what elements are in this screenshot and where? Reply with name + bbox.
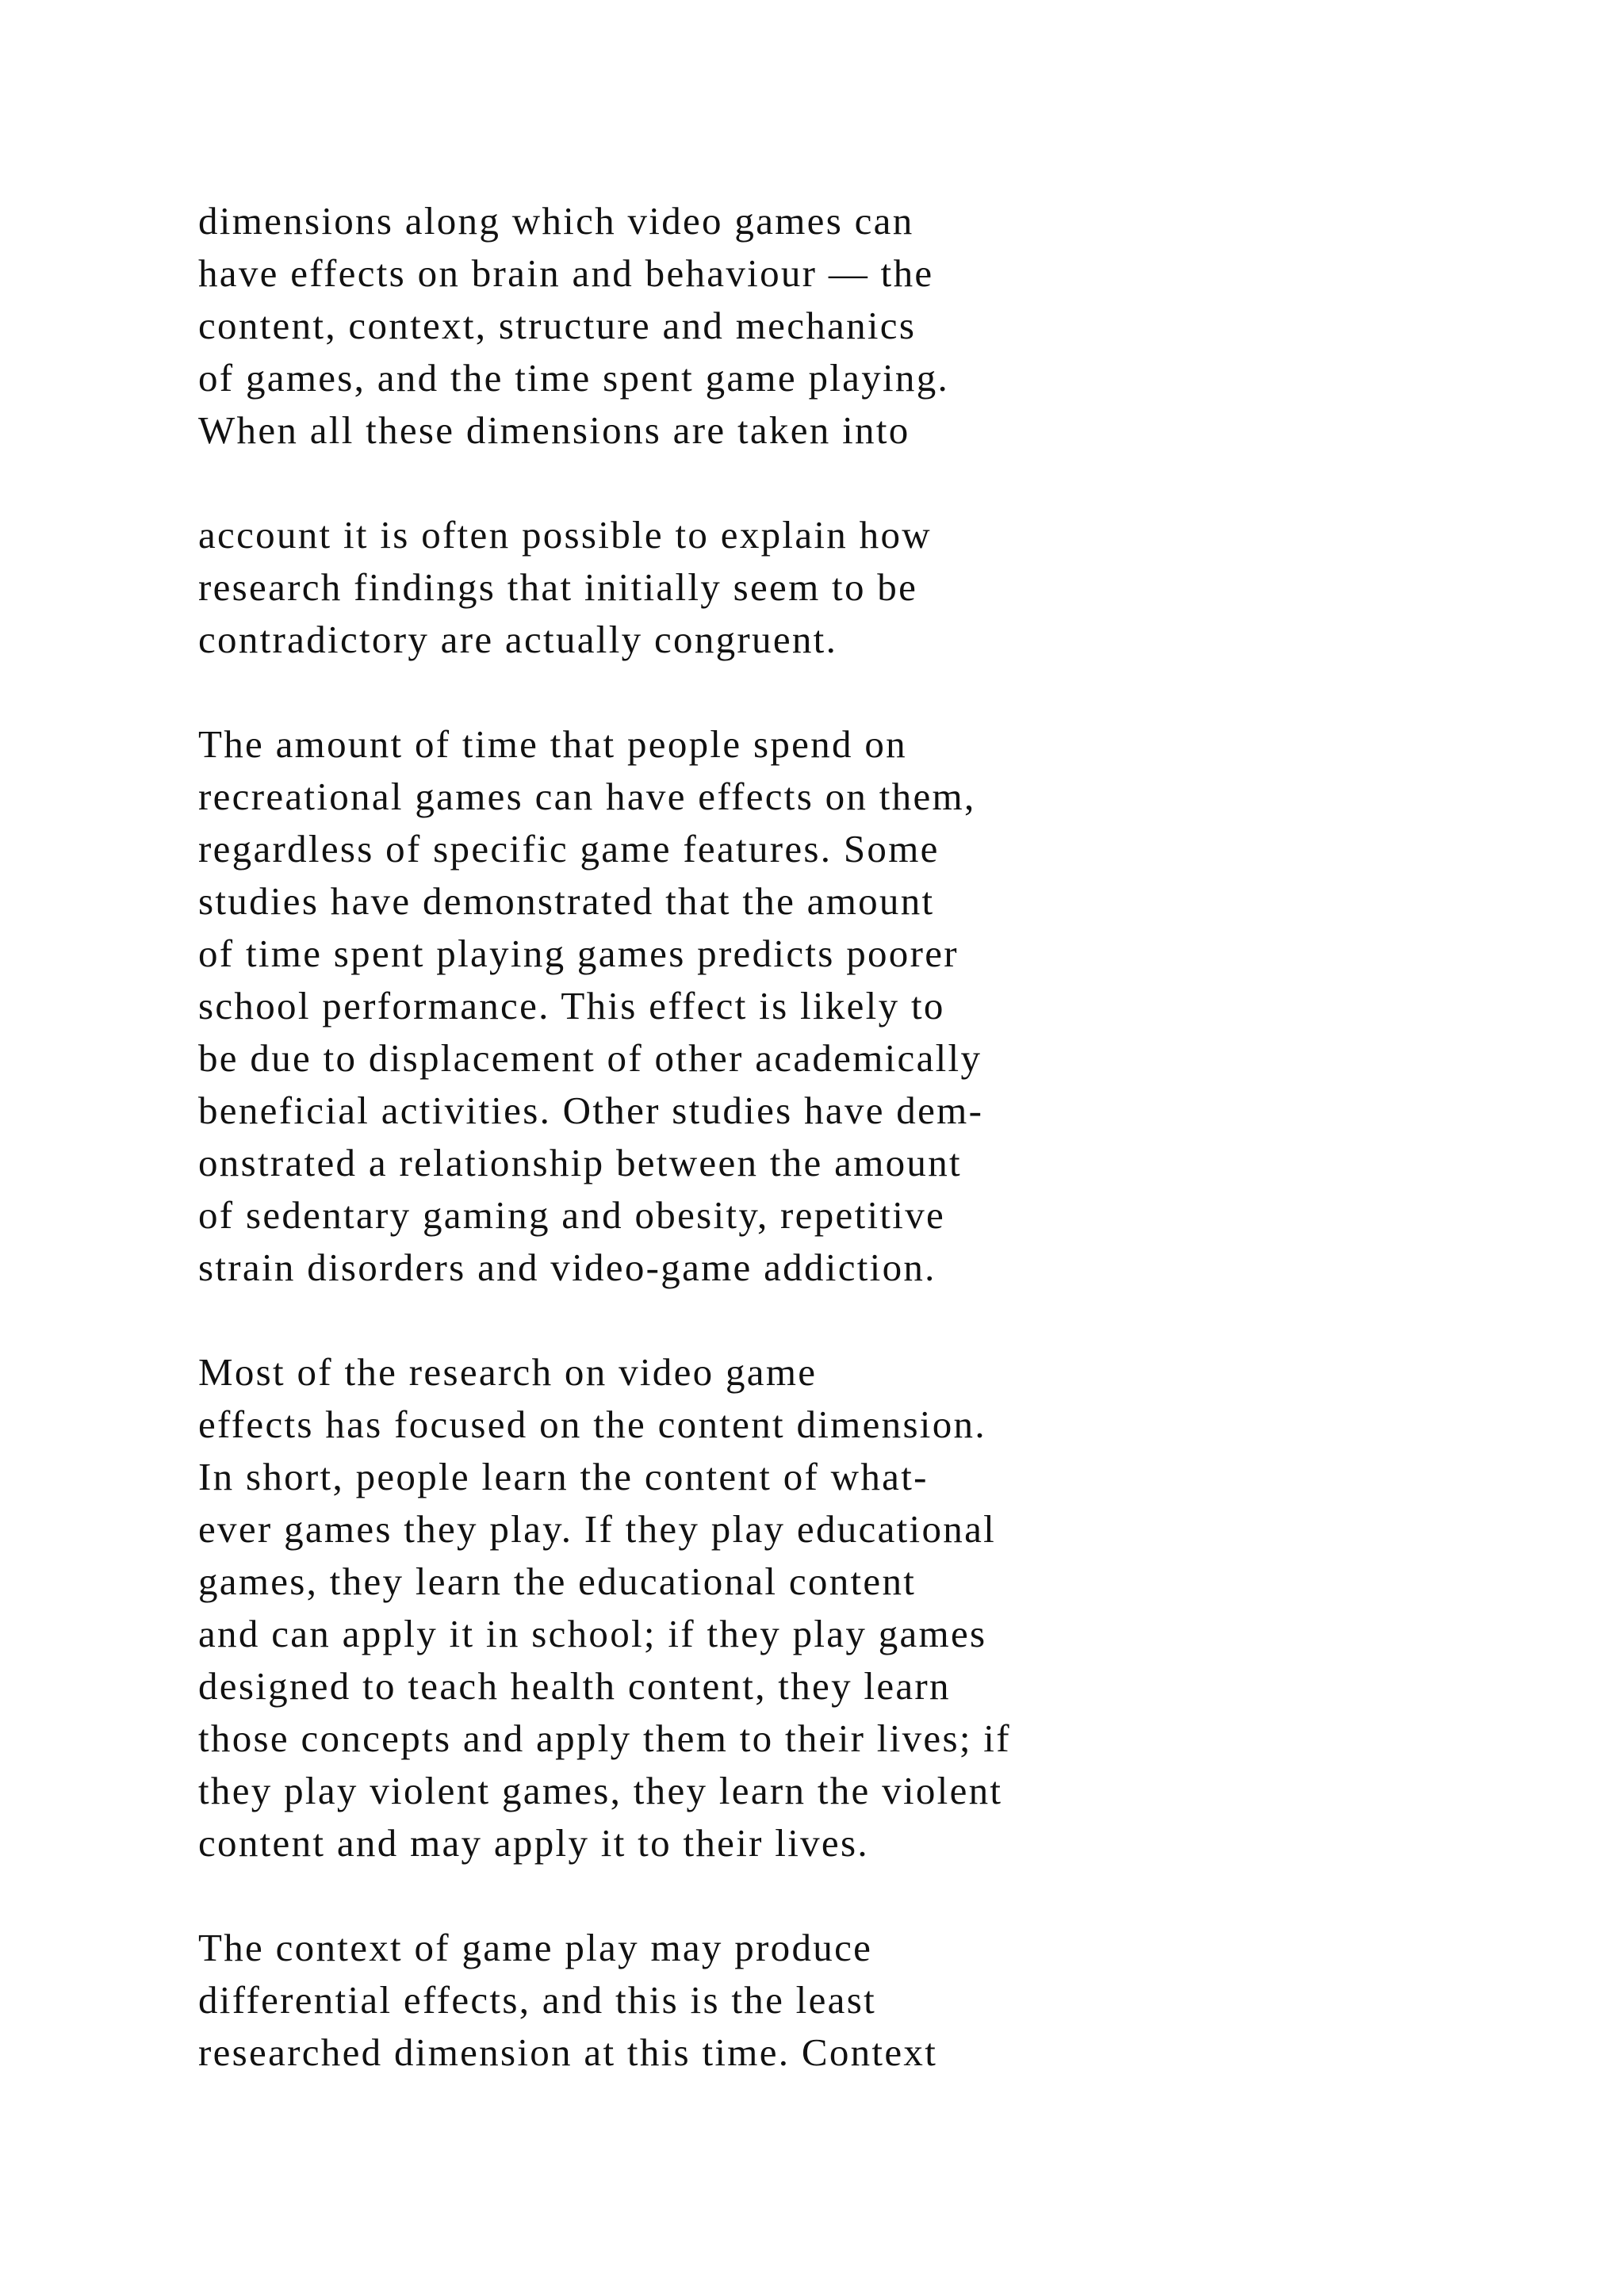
text-line: account it is often possible to explain how — [198, 513, 932, 557]
text-line: dimensions along which video games can — [198, 199, 914, 243]
text-line: beneficial activities. Other studies have dem- — [198, 1089, 984, 1132]
text-line: and can apply it in school; if they play games — [198, 1612, 987, 1655]
text-line: designed to teach health content, they learn — [198, 1664, 951, 1708]
text-line: contradictory are actually congruent. — [198, 618, 838, 661]
paragraph-5 — [198, 1922, 1388, 2079]
text-line: researched dimension at this time. Context — [198, 2030, 938, 2074]
text-line: they play violent games, they learn the violent — [198, 1769, 1003, 1812]
paragraph-1 — [198, 195, 1388, 457]
text-line: school performance. This effect is likely to — [198, 984, 945, 1027]
text-line: of sedentary gaming and obesity, repetitive — [198, 1193, 946, 1237]
text-line: strain disorders and video-game addiction. — [198, 1246, 936, 1289]
text-line: research findings that initially seem to be — [198, 565, 918, 609]
text-line: effects has focused on the content dimension. — [198, 1402, 986, 1446]
text-line: The context of game play may produce — [198, 1926, 873, 1969]
text-line: ever games they play. If they play educational — [198, 1507, 997, 1551]
text-line: In short, people learn the content of what- — [198, 1455, 929, 1498]
text-line: regardless of specific game features. Some — [198, 827, 940, 871]
paragraph-3 — [198, 718, 1388, 1294]
text-line: of time spent playing games predicts poorer — [198, 932, 959, 975]
text-line: of games, and the time spent game playing. — [198, 356, 950, 400]
text-line: games, they learn the educational content — [198, 1559, 917, 1603]
text-line: differential effects, and this is the least — [198, 1978, 876, 2022]
text-line: recreational games can have effects on them, — [198, 775, 976, 818]
text-line: studies have demonstrated that the amount — [198, 879, 935, 923]
text-line: Most of the research on video game — [198, 1350, 818, 1394]
body-text — [198, 195, 1388, 2079]
text-line: content and may apply it to their lives. — [198, 1821, 869, 1865]
text-line: When all these dimensions are taken into — [198, 408, 910, 452]
text-line: content, context, structure and mechanics — [198, 304, 917, 347]
text-line: have effects on brain and behaviour — the — [198, 251, 934, 295]
text-line: onstrated a relationship between the amount — [198, 1141, 962, 1184]
text-line: those concepts and apply them to their lives; if — [198, 1716, 1011, 1760]
text-line: be due to displacement of other academically — [198, 1036, 982, 1080]
text-line: The amount of time that people spend on — [198, 722, 907, 766]
paragraph-4 — [198, 1346, 1388, 1869]
paragraph-2 — [198, 509, 1388, 666]
